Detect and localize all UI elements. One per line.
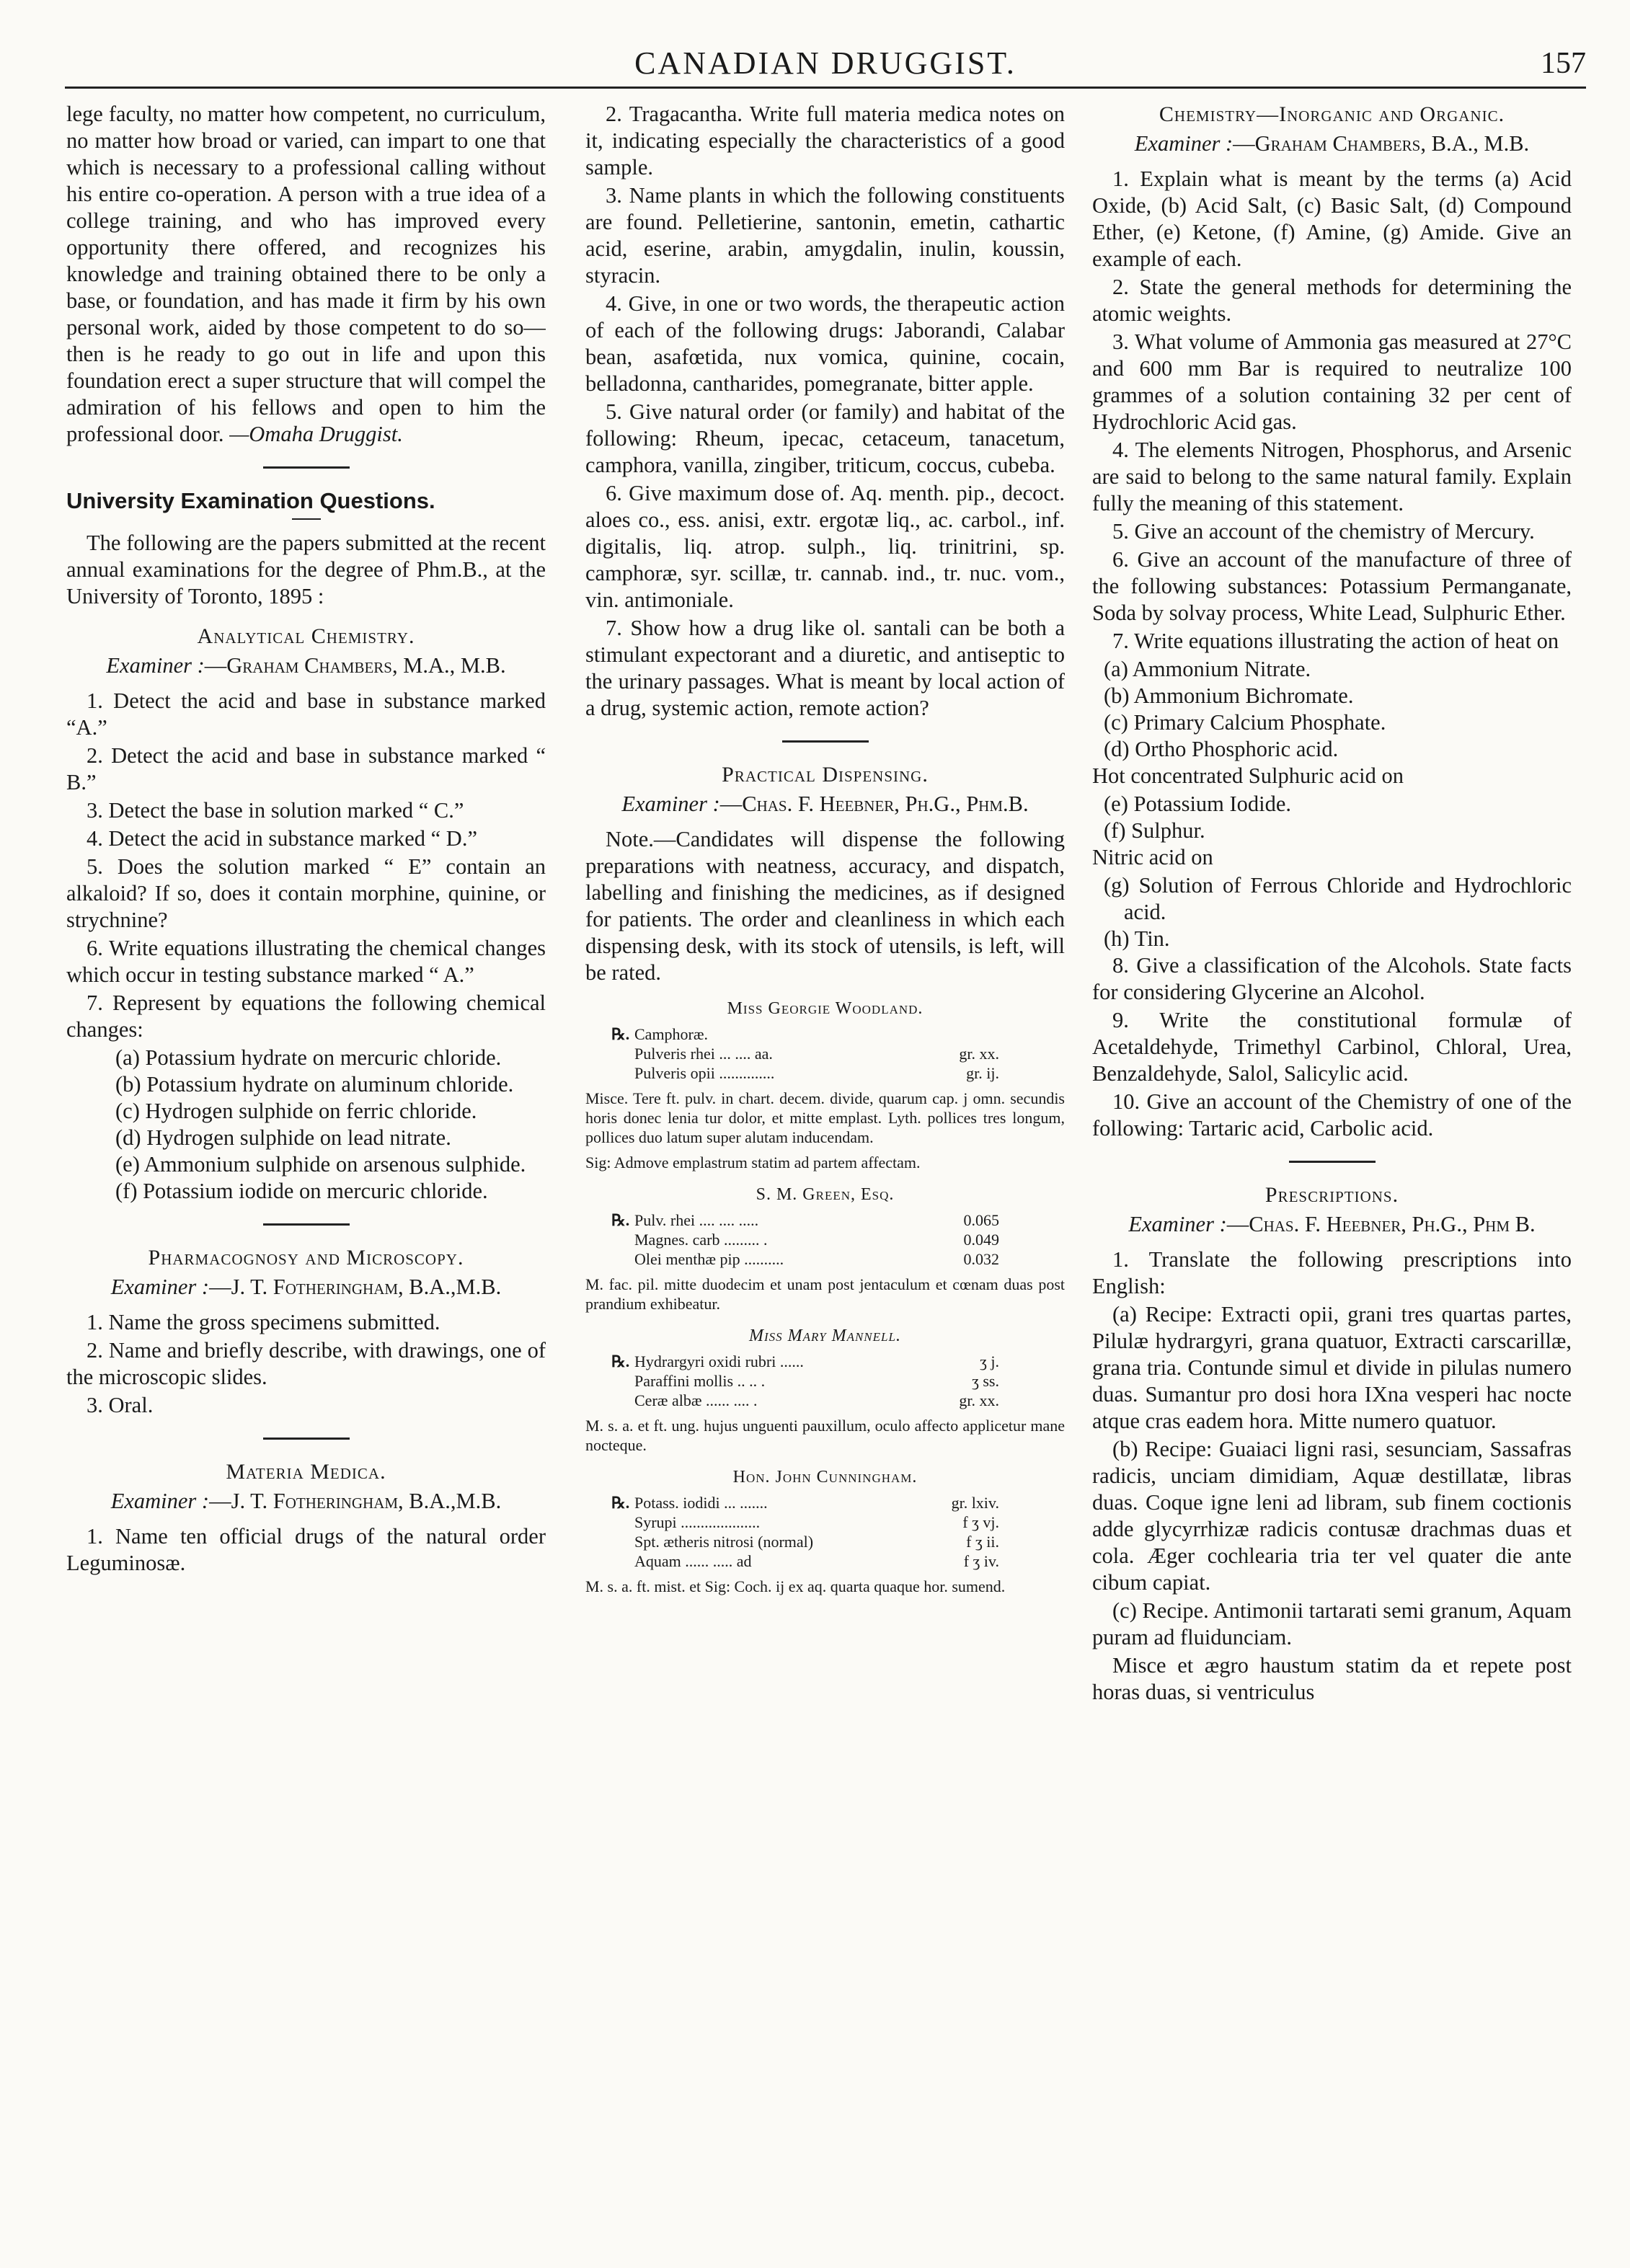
dispensing-examiner [585,791,1065,818]
question: 6. Give an account of the manufacture of three of the following substances: Potassium Permanganate, Soda by solvay process, White Lead, Sulphuric Ether. [1092,547,1572,625]
question: 6. Write equations illustrating the chemical changes which occur in testing substance marked “ A.” [66,936,546,987]
question: 3. Name plants in which the following constituents are found. Pelletierine, santonin, emetin, cathartic acid, eserine, arabin, amygdalin, inulin, koussin, styracin. [585,183,1065,288]
prescription-name: Hon. John Cunningham. [732,1468,918,1487]
examiner-name: —Chas. F. Heebner, Ph.G., Phm B. [1226,1212,1536,1236]
rx-symbol: ℞. [611,1494,630,1512]
amount: gr. xx. [959,1045,999,1063]
sub-question: (g) Solution of Ferrous Chloride and Hydrochloric acid. [1104,873,1572,924]
prescription-table [611,1493,1004,1571]
amount [877,1024,1004,1044]
amount: ʒ ss. [972,1372,999,1390]
page-header [65,43,1586,84]
prescription-sig: Sig: Admove emplastrum statim ad partem affectam. [585,1153,921,1171]
prescription-name: Miss Georgie Woodland. [727,999,923,1018]
examiner-label: Examiner : [110,1275,210,1299]
question: 1. Explain what is meant by the terms (a) Acid Oxide, (b) Acid Salt, (c) Basic Salt, (d) Compound Ether, (e) Ketone, (f) Amine, (g) Amide. Give an example of each. [1092,167,1572,271]
column-1 [66,101,546,2235]
amount: 0.049 [963,1231,999,1249]
question: 1. Detect the acid and base in substance marked “A.” [66,688,546,740]
prescription-text: (b) Recipe: Guaiaci ligni rasi, sesunciam, Sassafras radicis, unciam dimidiam, Aquæ destillatæ, libras duas. Coque igne leni ad libram, sub finem coctionis adde glycyrrhizæ radicis contusæ drachmas duas et cola. Æger cochlearia tria ter vel quater die ante cibum capiat. [1092,1437,1572,1595]
prescription-directions: M. fac. pil. mitte duodecim et unam post jentaculum et cœnam duas post prandium exhibeatur. [585,1275,1065,1313]
prescription-table [611,1210,1004,1269]
rx-symbol: ℞. [611,1352,630,1370]
prescription-table [611,1352,1004,1410]
ingredient: Olei menthæ pip .......... [634,1250,784,1268]
dispensing-heading: Practical Dispensing. [722,763,929,787]
prescription-1 [585,999,1065,1172]
question: 4. Detect the acid in substance marked “ D.” [87,826,478,851]
amount: gr. xx. [959,1391,999,1409]
amount: f ʒ ii. [966,1533,999,1551]
prescription-text: (a) Recipe: Extracti opii, grani tres quartas partes, Pilulæ hydrargyri, grana quatuor, Extracti carscarillæ, grana tria. Contunde simul et divide in pilulas numero duas. Sumantur pro dosi hora IXna vesperi hac nocte atque cras eadem hora. Mitte numero quatuor. [1092,1302,1572,1433]
examiner-name: —Graham Chambers, M.A., M.B. [204,653,506,678]
intro-paragraph [66,101,546,448]
section-divider [263,1223,350,1226]
question: 8. Give a classification of the Alcohols. State facts for considering Glycerine an Alcohol. [1092,953,1572,1004]
question: 1. Name ten official drugs of the natural order Leguminosæ. [66,1524,546,1575]
sub-question: (e) Potassium Iodide. [1104,792,1292,816]
prescription-text: (c) Recipe. Antimonii tartarati semi granum, Aquam puram ad fluidunciam. [1092,1598,1572,1649]
question: 4. The elements Nitrogen, Phosphorus, and Arsenic are said to belong to the same natural family. Explain fully the meaning of this statement. [1092,438,1572,515]
prescription-directions: M. s. a. ft. mist. et Sig: Coch. ij ex aq. quarta quaque hor. sumend. [585,1577,1006,1595]
materia-heading: Materia Medica. [226,1460,386,1484]
question: 2. State the general methods for determining the atomic weights. [1092,275,1572,326]
chemistry-examiner [1092,130,1572,157]
amount: gr. lxiv. [951,1494,999,1512]
ingredient: Pulveris opii .............. [634,1064,775,1082]
ingredient: Spt. ætheris nitrosi (normal) [634,1533,814,1551]
analytical-examiner [66,652,546,679]
prescriptions-heading: Prescriptions. [1264,1183,1399,1207]
amount: 0.065 [963,1211,999,1229]
prescription-table [611,1024,1004,1083]
sub-question: (f) Potassium iodide on mercuric chloride. [115,1179,488,1203]
sub-question: (d) Hydrogen sulphide on lead nitrate. [115,1125,451,1150]
question: 3. Oral. [87,1393,154,1417]
ingredient: Magnes. carb ......... . [634,1231,768,1249]
ingredient: Potass. iodidi ... ....... [634,1494,768,1512]
journal-title: CANADIAN DRUGGIST. [634,45,1016,81]
question: 4. Give, in one or two words, the therapeutic action of each of the following drugs: Jaborandi, Calabar bean, asafœtida, nux vomica, quinine, cocain, belladonna, cantharides, pomegranate, bitter apple. [585,291,1065,396]
intro-text: lege faculty, no matter how competent, no curriculum, no matter how broad or varied, can impart to one that which is necessary to a professional calling without his entire co-operation. A person with a true idea of a college training, and who has improved every opportunity there offered, and recognizes his knowledge and training obtained there to be only a base, or foundation, and has made it firm by his own personal work, aided by those competent to do so—then is he ready to go out in life and upon this foundation erect a super structure that will compel the admiration of his fellows and open to him the professional door. [66,102,546,446]
amount: f ʒ iv. [963,1552,999,1570]
question: 3. Detect the base in solution marked “ C.” [87,798,464,823]
analytical-heading: Analytical Chemistry. [197,624,415,648]
sub-question-intro: Nitric acid on [1092,845,1213,869]
question: 9. Write the constitutional formulæ of Acetaldehyde, Trimethyl Carbinol, Chloral, Urea, Benzaldehyde, Salol, Salicylic acid. [1092,1008,1572,1086]
column-3 [1092,101,1572,2235]
rx-symbol: ℞. [611,1025,630,1043]
question: 7. Represent by equations the following chemical changes: [66,991,546,1042]
ingredient: Hydrargyri oxidi rubri ...... [634,1352,804,1370]
sub-question: (c) Primary Calcium Phosphate. [1104,710,1386,735]
question: 10. Give an account of the Chemistry of one of the following: Tartaric acid, Carbolic acid. [1092,1089,1572,1140]
header-rule [65,87,1586,89]
question: 5. Does the solution marked “ E” contain an alkaloid? If so, does it contain morphine, quinine, or strychnine? [66,854,546,932]
amount: gr. ij. [966,1064,999,1082]
section-divider [1289,1161,1376,1163]
amount: f ʒ vj. [962,1513,999,1531]
ingredient: Camphoræ. [634,1025,709,1043]
sub-question: (d) Ortho Phosphoric acid. [1104,737,1339,761]
question: 2. Name and briefly describe, with drawings, one of the microscopic slides. [66,1338,546,1389]
ingredient: Aquam ...... ..... ad [634,1552,752,1570]
question: 3. What volume of Ammonia gas measured at 27°C and 600 mm Bar is required to neutralize 100 grammes of a solution containing 32 per cent of Hydrochloric Acid gas. [1092,329,1572,434]
ingredient: Pulveris rhei ... .... aa. [634,1045,773,1063]
ingredient: Ceræ albæ ...... .... . [634,1391,758,1409]
question: 2. Detect the acid and base in substance marked “ B.” [66,743,546,794]
prescription-name: Miss Mary Mannell. [749,1326,901,1345]
examiner-label: Examiner : [106,653,205,678]
question: 7. Show how a drug like ol. santali can be both a stimulant expectorant and a diuretic, and antiseptic to the urinary passages. What is meant by local action of a drug, systemic action, remote action? [585,616,1065,720]
sub-question: (c) Hydrogen sulphide on ferric chloride. [115,1099,477,1123]
section-title-rule [292,518,321,520]
column-2 [585,101,1065,2235]
examiner-label: Examiner : [1128,1212,1227,1236]
prescription-2 [585,1185,1065,1314]
examiner-label: Examiner : [621,792,720,816]
sub-question: (f) Sulphur. [1104,818,1205,843]
section-intro: The following are the papers submitted at the recent annual examinations for the degree of Phm.B., at the University of Toronto, 1895 : [66,531,546,608]
amount: 0.032 [963,1250,999,1268]
section-divider [263,466,350,469]
question: 1. Translate the following prescriptions into English: [1092,1247,1572,1298]
question: 5. Give natural order (or family) and habitat of the following: Rheum, ipecac, cetaceum, tanacetum, camphora, vanilla, zingiber, triticum, coccus, cubeba. [585,399,1065,477]
sub-question: (h) Tin. [1104,926,1170,951]
question: 7. Write equations illustrating the action of heat on [1112,629,1559,653]
section-divider [263,1438,350,1440]
rx-symbol: ℞. [611,1211,630,1229]
sub-question: (a) Potassium hydrate on mercuric chloride. [115,1045,502,1070]
prescription-directions: M. s. a. et ft. ung. hujus unguenti pauxillum, oculo affecto applicetur mane nocteque. [585,1417,1065,1454]
ingredient: Paraffini mollis .. .. . [634,1372,766,1390]
prescription-text: Misce et ægro haustum statim da et repete post horas duas, si ventriculus [1092,1653,1572,1704]
sub-question-intro: Hot concentrated Sulphuric acid on [1092,763,1404,788]
examiner-name: —Graham Chambers, B.A., M.B. [1233,131,1530,156]
page-number: 157 [1541,47,1586,80]
pharmacognosy-heading: Pharmacognosy and Microscopy. [148,1246,464,1270]
examiner-label: Examiner : [1134,131,1233,156]
sub-question: (e) Ammonium sulphide on arsenous sulphide. [115,1152,526,1177]
prescription-name: S. M. Green, Esq. [756,1185,895,1204]
section-title: University Examination Questions. [66,488,435,513]
prescription-4 [585,1468,1065,1596]
prescription-3 [585,1326,1065,1455]
sub-question: (b) Ammonium Bichromate. [1104,683,1354,708]
question: 2. Tragacantha. Write full materia medica notes on it, indicating especially the characteristics of a good sample. [585,102,1065,180]
section-divider [782,740,869,743]
amount: ʒ j. [980,1352,999,1370]
question: 5. Give an account of the chemistry of Mercury. [1112,519,1535,544]
dispensing-note: Note.—Candidates will dispense the following preparations with neatness, accuracy, and dispatch, labelling and finishing the medicines, as if designed for patients. The order and cleanliness in which each dispensing desk, with its stock of utensils, is left, will be rated. [585,827,1065,985]
chemistry-heading: Chemistry—Inorganic and Organic. [1159,102,1505,126]
examiner-name: —J. T. Fotheringham, B.A.,M.B. [209,1275,502,1299]
question: 6. Give maximum dose of. Aq. menth. pip., decoct. aloes co., ess. anisi, extr. ergotæ liq., ac. carbol., inf. digitalis, liq. atrop. sulph., liq. trinitrini, sp. camphoræ, syr. scillæ, tr. cannab. ind., tr. nuc. vom., vin. antimoniale. [585,481,1065,612]
ingredient: Pulv. rhei .... .... ..... [634,1211,759,1229]
question: 1. Name the gross specimens submitted. [87,1310,440,1334]
examiner-name: —J. T. Fotheringham, B.A.,M.B. [209,1489,502,1513]
materia-examiner [66,1488,546,1515]
sub-question: (b) Potassium hydrate on aluminum chloride. [115,1072,514,1097]
sub-question: (a) Ammonium Nitrate. [1104,657,1311,681]
prescriptions-examiner [1092,1211,1572,1238]
intro-source: —Omaha Druggist. [229,422,403,446]
ingredient: Syrupi .................... [634,1513,761,1531]
examiner-label: Examiner : [110,1489,210,1513]
prescription-directions: Misce. Tere ft. pulv. in chart. decem. divide, quarum cap. j omn. secundis horis donec lenia tur dolor, et mitte emplast. Lyth. pollices tres longum, pollices duo latum super alutam inducendam. [585,1089,1065,1146]
examiner-name: —Chas. F. Heebner, Ph.G., Phm.B. [719,792,1029,816]
pharmacognosy-examiner [66,1274,546,1301]
